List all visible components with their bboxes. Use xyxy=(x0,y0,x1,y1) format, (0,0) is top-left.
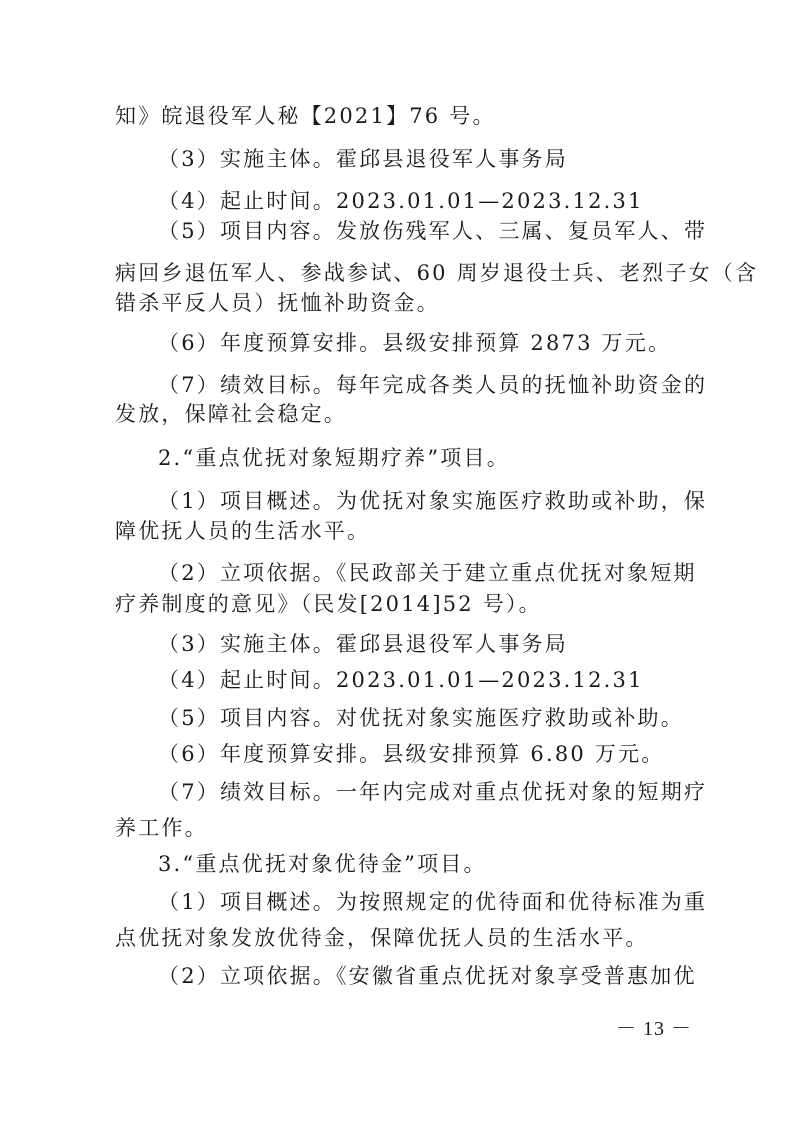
text-line: （1）项目概述。为按照规定的优待面和优待标准为重 xyxy=(158,890,708,914)
text-line: （2）立项依据。《民政部关于建立重点优抚对象短期 xyxy=(158,561,697,585)
text-line: （2）立项依据。《安徽省重点优抚对象享受普惠加优 xyxy=(158,964,697,988)
text-line: （1）项目概述。为优抚对象实施医疗救助或补助，保 xyxy=(158,489,708,513)
text-line: 疗养制度的意见》（民发[2014]52 号）。 xyxy=(115,592,542,616)
section-heading: 2.“重点优抚对象短期疗养”项目。 xyxy=(158,446,510,470)
text-line: 点优抚对象发放优待金，保障优抚人员的生活水平。 xyxy=(115,926,649,950)
section-heading: 3.“重点优抚对象优待金”项目。 xyxy=(158,852,487,876)
text-line: 病回乡退伍军人、参战参试、60 周岁退役士兵、老烈子女（含 xyxy=(115,261,759,285)
text-line: 障优抚人员的生活水平。 xyxy=(115,519,371,543)
text-line: 错杀平反人员）抚恤补助资金。 xyxy=(115,291,440,315)
text-line: 养工作。 xyxy=(115,816,208,840)
page-number: － 13 － xyxy=(616,1018,692,1040)
text-line: （6）年度预算安排。县级安排预算 6.80 万元。 xyxy=(158,742,665,766)
text-line: 知》皖退役军人秘【2021】76 号。 xyxy=(115,104,496,128)
text-line: （5）项目内容。对优抚对象实施医疗救助或补助。 xyxy=(158,706,684,730)
text-line: （5）项目内容。发放伤残军人、三属、复员军人、带 xyxy=(158,219,708,243)
text-line: （3）实施主体。霍邱县退役军人事务局 xyxy=(158,632,568,656)
text-line: 发放，保障社会稳定。 xyxy=(115,402,347,426)
text-line: （4）起止时间。2023.01.01—2023.12.31 xyxy=(158,668,644,692)
text-line: （7）绩效目标。一年内完成对重点优抚对象的短期疗 xyxy=(158,780,708,804)
text-line: （3）实施主体。霍邱县退役军人事务局 xyxy=(158,147,568,171)
text-line: （7）绩效目标。每年完成各类人员的抚恤补助资金的 xyxy=(158,373,708,397)
text-line: （4）起止时间。2023.01.01—2023.12.31 xyxy=(158,189,644,213)
text-line: （6）年度预算安排。县级安排预算 2873 万元。 xyxy=(158,331,672,355)
